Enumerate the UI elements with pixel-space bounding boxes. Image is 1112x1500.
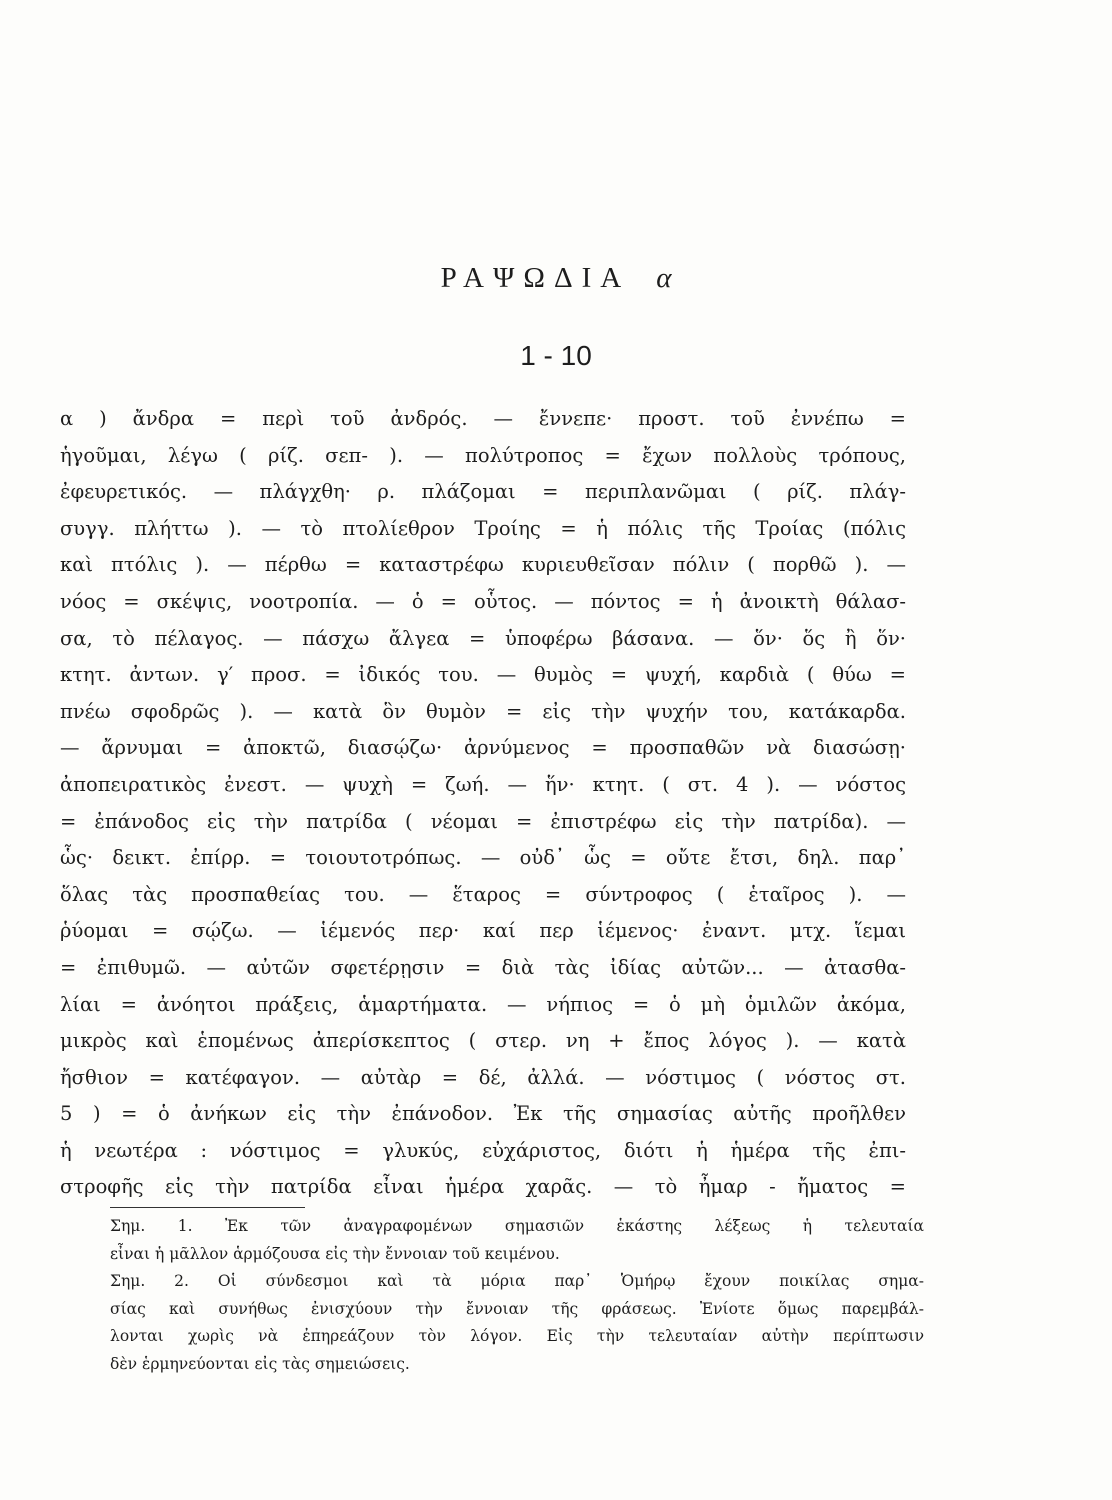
body-line: — ἄρνυμαι = ἀποκτῶ, διασῴζω· ἀρνύμενος = προσπαθῶν νὰ διασώσῃ· [60,736,906,760]
body-line: ἐφευρετικός. — πλάγχθη· ρ. πλάζομαι = περιπλανῶμαι ( ρίζ. πλάγ- [60,480,906,504]
body-line: σα, τὸ πέλαγος. — πάσχω ἄλγεα = ὑποφέρω βάσανα. — ὅν· ὅς ἢ ὅν· [60,626,906,650]
body-line: = ἐπάνοδος εἰς τὴν πατρίδα ( νέομαι = ἐπιστρέφω εἰς τὴν πατρίδα). — [60,809,906,833]
footnote-divider [110,1207,305,1208]
body-line: συγγ. πλήττω ). — τὸ πτολίεθρον Τροίης = ἡ πόλις τῆς Τροίας (πόλις [60,516,906,540]
body-line: ὅλας τὰς προσπαθείας του. — ἕταρος = σύντροφος ( ἑταῖρος ). — [60,882,906,906]
body-line: ῥύομαι = σῴζω. — ἱέμενός περ· καί περ ἱέμενος· ἐναντ. μτχ. ἵεμαι [60,919,906,943]
body-line: ἀποπειρατικὸς ἐνεστ. — ψυχὴ = ζωή. — ἥν· κτητ. ( στ. 4 ). — νόστος [60,772,906,796]
chapter-title-text: ΡΑΨΩΔΙΑ [440,262,631,294]
footnotes [110,1213,924,1378]
chapter-book-letter: α [656,262,672,294]
body-line: ὧς· δεικτ. ἐπίρρ. = τοιουτοτρόπως. — οὐδ᾽ ὧς = οὔτε ἔτσι, δηλ. παρ᾽ [60,846,906,870]
verse-range: 1 - 10 [520,340,592,371]
footnote-line: Σημ. 2. Οἱ σύνδεσμοι καὶ τὰ μόρια παρ᾽ Ὁμήρῳ ἔχουν ποικίλας σημα- [110,1272,924,1290]
body-line: στροφῆς εἰς τὴν πατρίδα εἶναι ἡμέρα χαρᾶς. — τὸ ἦμαρ - ἤματος = [60,1175,906,1199]
body-line: μικρὸς καὶ ἑπομένως ἀπερίσκεπτος ( στερ. νη + ἔπος λόγος ). — κατὰ [60,1029,906,1053]
footnote-line: λονται χωρὶς νὰ ἐπηρεάζουν τὸν λόγον. Εἰς τὴν τελευταίαν αὐτὴν περίπτωσιν [110,1327,924,1345]
body-line: πνέω σφοδρῶς ). — κατὰ ὃν θυμὸν = εἰς τὴν ψυχήν του, κατάκαρδα. [60,699,906,723]
footnote-line: Σημ. 1. Ἐκ τῶν ἀναγραφομένων σημασιῶν ἑκάστης λέξεως ἡ τελευταία [110,1217,924,1235]
body-line: 5 ) = ὁ ἀνήκων εἰς τὴν ἐπάνοδον. Ἐκ τῆς σημασίας αὐτῆς προῆλθεν [60,1102,906,1126]
footnote-line: εἶναι ἡ μᾶλλον ἁρμόζουσα εἰς τὴν ἔννοιαν τοῦ κειμένου. [110,1244,560,1263]
footnote-line: σίας καὶ συνήθως ἐνισχύουν τὴν ἔννοιαν τῆς φράσεως. Ἐνίοτε ὅμως παρεμβάλ- [110,1299,924,1318]
body-line: α ) ἄνδρα = περὶ τοῦ ἀνδρός. — ἔννεπε· προστ. τοῦ ἐννέπω = [60,407,906,430]
chapter-title [0,262,1112,295]
body-line: ἡγοῦμαι, λέγω ( ρίζ. σεπ- ). — πολύτροπος = ἔχων πολλοὺς τρόπους, [60,443,906,467]
body-line: ἡ νεωτέρα : νόστιμος = γλυκύς, εὐχάριστος, διότι ἡ ἡμέρα τῆς ἐπι- [60,1138,906,1162]
body-line: = ἐπιθυμῶ. — αὐτῶν σφετέρῃσιν = διὰ τὰς ἰδίας αὐτῶν... — ἀτασθα- [60,955,906,979]
body-line: νόος = σκέψις, νοοτροπία. — ὁ = οὗτος. — πόντος = ἡ ἀνοικτὴ θάλασ- [60,589,906,613]
footnote-line: δὲν ἑρμηνεύονται εἰς τὰς σημειώσεις. [110,1354,410,1373]
body-line: καὶ πτόλις ). — πέρθω = καταστρέφω κυριευθεῖσαν πόλιν ( πορθῶ ). — [60,553,906,577]
body-line: κτητ. ἀντων. γ′ προσ. = ἰδικός του. — θυμὸς = ψυχή, καρδιὰ ( θύω = [60,663,906,687]
body-line: ἤσθιον = κατέφαγον. — αὐτὰρ = δέ, ἀλλά. — νόστιμος ( νόστος στ. [60,1065,906,1089]
commentary-body [60,401,906,1206]
body-line: λίαι = ἀνόητοι πράξεις, ἁμαρτήματα. — νήπιος = ὁ μὴ ὁμιλῶν ἀκόμα, [60,992,906,1016]
